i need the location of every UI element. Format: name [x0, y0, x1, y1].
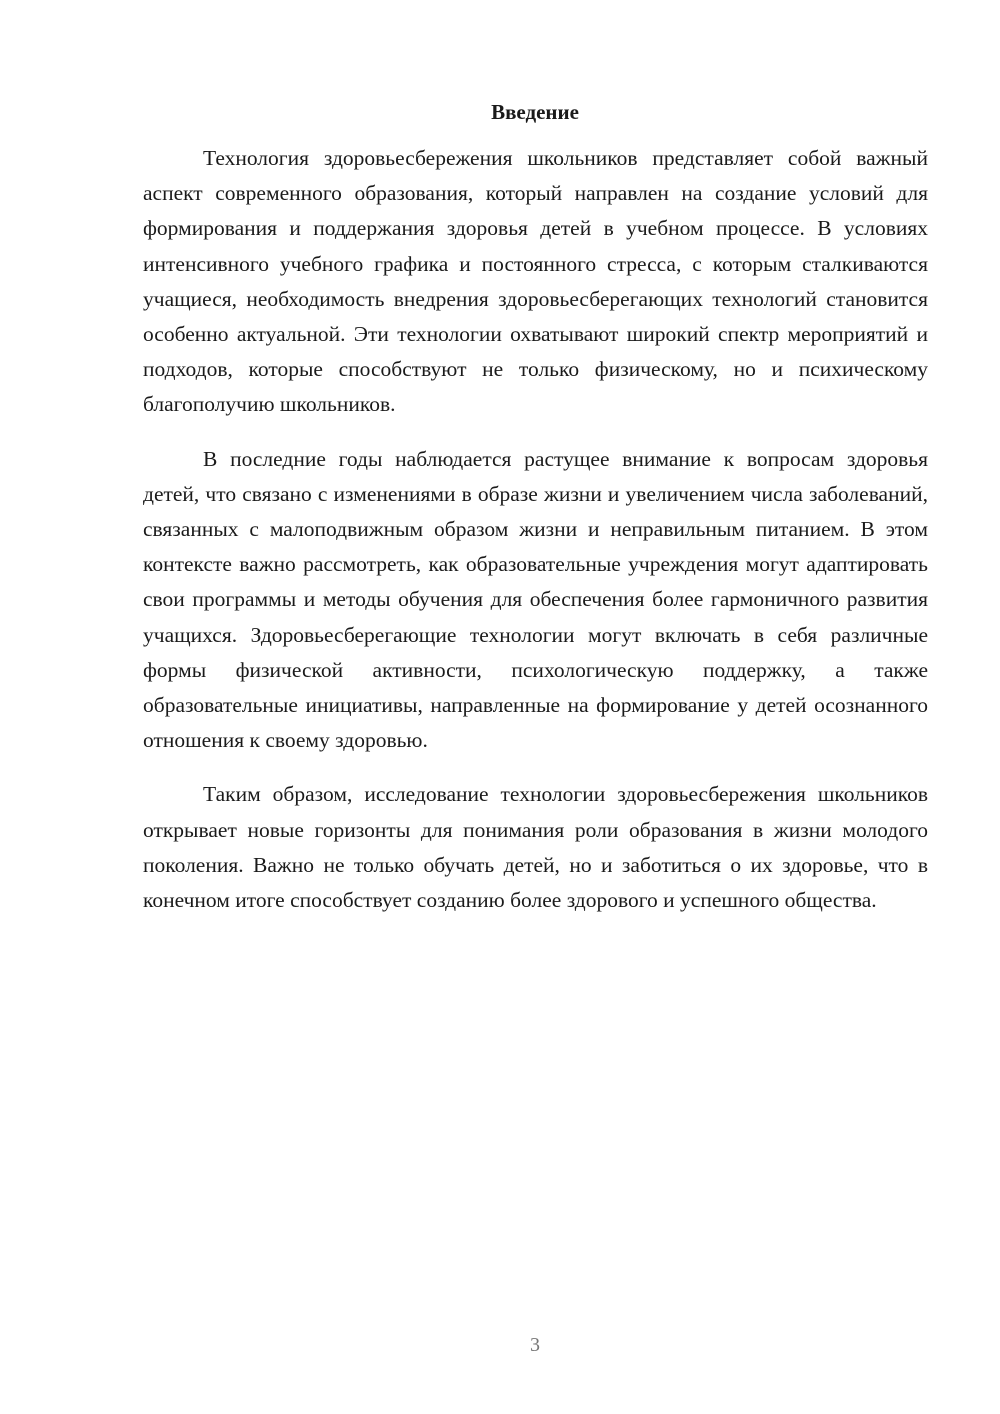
paragraph-2: В последние годы наблюдается растущее внимание к вопросам здоровья детей, что связано с изменениями в образе жизни и увеличением числа заболеваний, связанных с малоподвижным образом жизни и неправильным питанием. В этом контексте важно рассмотреть, как образовательные учреждения могут адаптировать свои программы и методы обучения для обеспечения более гармоничного развития учащихся. Здоровьесберегающие технологии могут включать в себя различные формы физической активности, психологическую поддержку, а также образовательные инициативы, направленные на формирование у детей осознанного отношения к своему здоровью.	[143, 446, 928, 753]
body-text	[143, 141, 928, 937]
page-number: 3	[530, 1334, 540, 1356]
section-heading: Введение	[491, 100, 579, 124]
paragraph-3: Таким образом, исследование технологии здоровьесбережения школьников открывает новые горизонты для понимания роли образования в жизни молодого поколения. Важно не только обучать детей, но и заботиться о их здоровье, что в конечном итоге способствует созданию более здорового и успешного общества.	[143, 782, 928, 913]
paragraph-1: Технология здоровьесбережения школьников представляет собой важный аспект современного образования, который направлен на создание условий для формирования и поддержания здоровья детей в учебном процессе. В условиях интенсивного учебного графика и постоянного стресса, с которым сталкиваются учащиеся, необходимость внедрения здоровьесберегающих технологий становится особенно актуальной. Эти технологии охватывают широкий спектр мероприятий и подходов, которые способствуют не только физическому, но и психическому благополучию школьников.	[143, 146, 928, 417]
